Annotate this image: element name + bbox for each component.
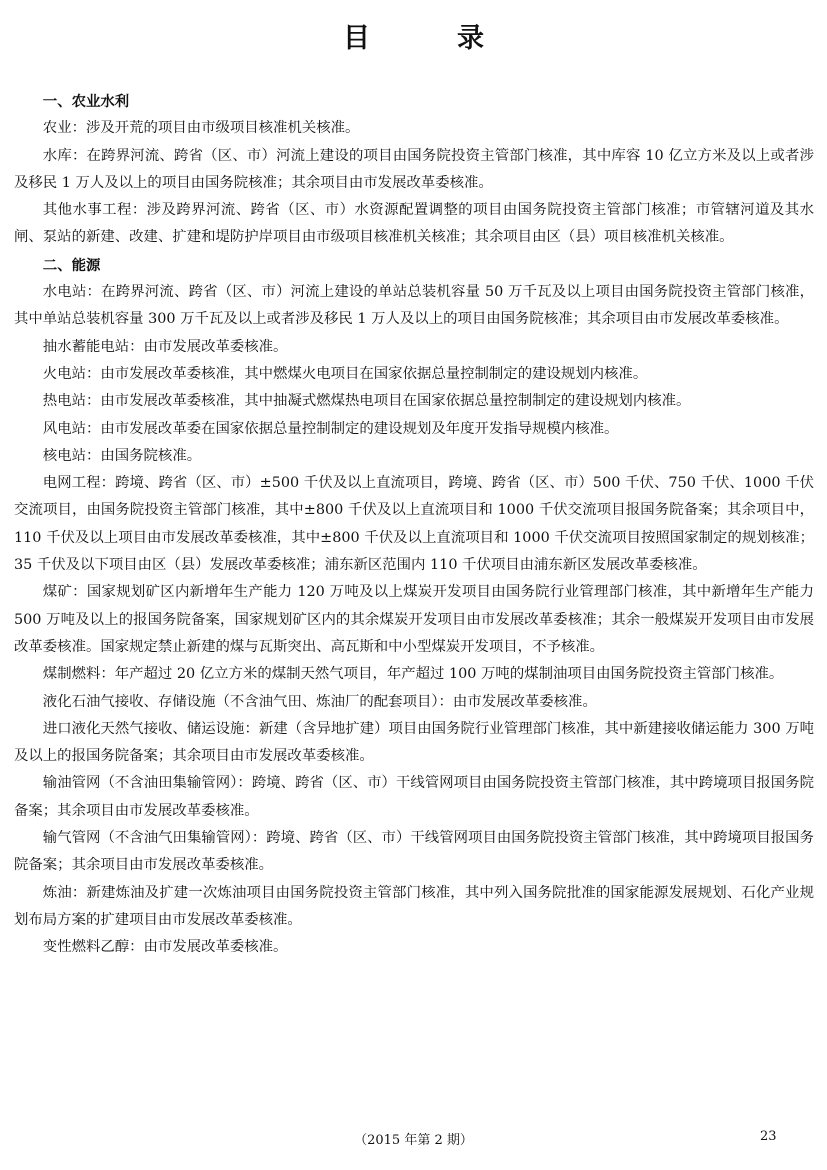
paragraph-reservoir: 水库：在跨界河流、跨省（区、市）河流上建设的项目由国务院投资主管部门核准，其中库容 10 亿立方米及以上或者涉及移民 1 万人及以上的项目由国务院核准；其余项目由市发展改革委核准。 bbox=[14, 147, 814, 191]
paragraph-refining: 炼油：新建炼油及扩建一次炼油项目由国务院投资主管部门核准，其中列入国务院批准的国家能源发展规划、石化产业规划布局方案的扩建项目由市发展改革委核准。 bbox=[14, 884, 814, 928]
paragraph-other-water: 其他水事工程：涉及跨界河流、跨省（区、市）水资源配置调整的项目由国务院投资主管部门核准；市管辖河道及其水闸、泵站的新建、改建、扩建和堤防护岸项目由市级项目核准机关核准；其余项目由区（县）项目核准机关核准。 bbox=[14, 202, 814, 246]
paragraph-lpg: 液化石油气接收、存储设施（不含油气田、炼油厂的配套项目）：由市发展改革委核准。 bbox=[42, 693, 597, 710]
section-heading-agriculture: 一、农业水利 bbox=[42, 93, 130, 110]
paragraph-gas-pipeline: 输气管网（不含油气田集输管网）：跨境、跨省（区、市）干线管网项目由国务院投资主管部门核准，其中跨境项目报国务院备案；其余项目由市发展改革委核准。 bbox=[14, 830, 814, 874]
paragraph-oil-pipeline: 输油管网（不含油田集输管网）：跨境、跨省（区、市）干线管网项目由国务院投资主管部门核准，其中跨境项目报国务院备案；其余项目由市发展改革委核准。 bbox=[14, 775, 814, 819]
paragraph-thermal: 火电站：由市发展改革委核准，其中燃煤火电项目在国家依据总量控制制定的建设规划内核准。 bbox=[42, 365, 648, 382]
section-heading-energy: 二、能源 bbox=[42, 256, 101, 274]
paragraph-agriculture: 农业：涉及开荒的项目由市级项目核准机关核准。 bbox=[42, 120, 360, 137]
paragraph-coal-fuel: 煤制燃料：年产超过 20 亿立方米的煤制天然气项目，年产超过 100 万吨的煤制油项目由国务院投资主管部门核准。 bbox=[42, 666, 784, 683]
paragraph-cogeneration: 热电站：由市发展改革委核准，其中抽凝式燃煤热电项目在国家依据总量控制制定的建设规划内核准。 bbox=[42, 393, 691, 410]
paragraph-pumped-storage: 抽水蓄能电站：由市发展改革委核准。 bbox=[42, 338, 288, 355]
document-body bbox=[14, 88, 814, 962]
paragraph-nuclear: 核电站：由国务院核准。 bbox=[42, 447, 202, 464]
page-number: 23 bbox=[760, 1129, 777, 1144]
paragraph-lng: 进口液化天然气接收、储运设施：新建（含异地扩建）项目由国务院行业管理部门核准，其中新建接收储运能力 300 万吨及以上的报国务院备案；其余项目由市发展改革委核准。 bbox=[14, 720, 814, 765]
paragraph-coal-mine: 煤矿：国家规划矿区内新增年生产能力 120 万吨及以上煤炭开发项目由国务院行业管理部门核准，其中新增年生产能力 500 万吨及以上的报国务院备案，国家规划矿区内的其余煤炭开发项目由市发展改革委核准；其余一般煤炭开发项目由市发展改革委核准。国家规定禁止新建的煤与瓦斯突出、高瓦斯和中小型煤炭开发项目，不予核准。 bbox=[14, 584, 814, 655]
paragraph-wind: 风电站：由市发展改革委在国家依据总量控制制定的建设规划及年度开发指导规模内核准。 bbox=[42, 420, 619, 437]
paragraph-ethanol: 变性燃料乙醇：由市发展改革委核准。 bbox=[42, 939, 288, 956]
issue-label: （2015 年第 2 期） bbox=[354, 1133, 473, 1148]
page-title: 目 录 bbox=[343, 23, 514, 54]
paragraph-hydropower: 水电站：在跨界河流、跨省（区、市）河流上建设的单站总装机容量 50 万千瓦及以上项目由国务院投资主管部门核准，其中单站总装机容量 300 万千瓦及以上或者涉及移民 1 万人及以上的项目由国务院核准；其余项目由市发展改革委核准。 bbox=[14, 284, 814, 328]
page-footer bbox=[0, 1129, 827, 1151]
paragraph-grid: 电网工程：跨境、跨省（区、市）±500 千伏及以上直流项目，跨境、跨省（区、市）500 千伏、750 千伏、1000 千伏交流项目，由国务院投资主管部门核准，其中±800 千伏及以上直流项目和 1000 千伏交流项目报国务院备案；其余项目中，110 千伏及以上项目由市发展改革委核准，其中±800 千伏及以上直流项目和 1000 千伏交流项目按照国家制定的规划核准；35 千伏及以下项目由区（县）发展改革委核准；浦东新区范围内 110 千伏项目由浦东新区发展改革委核准。 bbox=[14, 475, 814, 574]
